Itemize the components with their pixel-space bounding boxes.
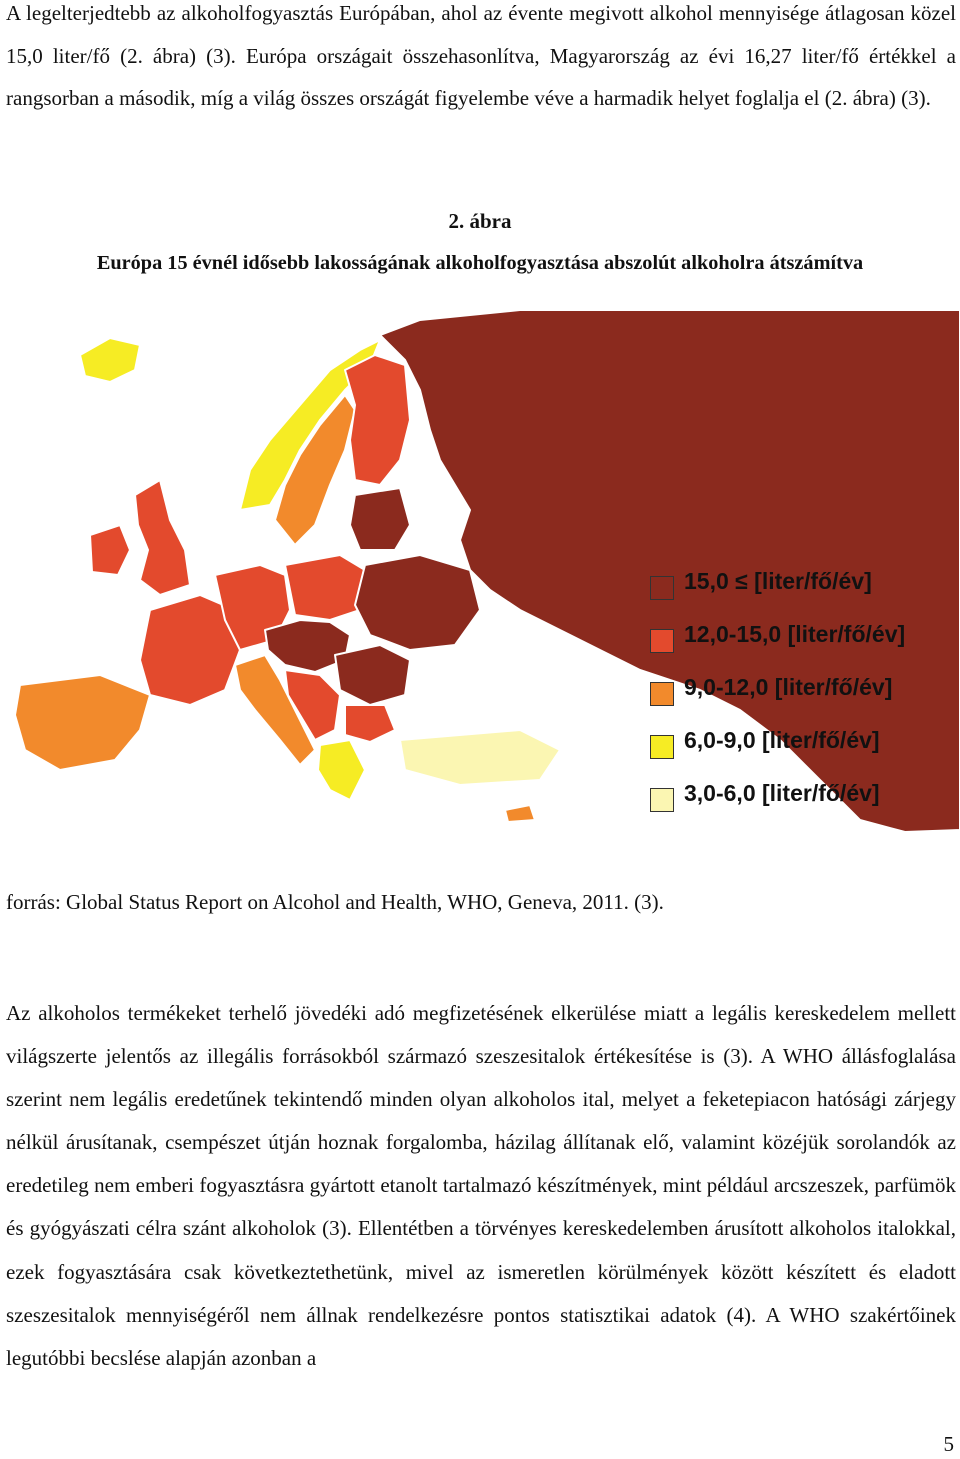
- page-number: 5: [943, 1432, 954, 1456]
- legend-swatch: [650, 682, 674, 706]
- region-ireland: [90, 525, 130, 575]
- region-cyprus: [505, 805, 535, 822]
- legend-item: [650, 566, 960, 606]
- region-ukraine: [355, 555, 480, 650]
- region-bulgaria: [345, 705, 395, 742]
- region-romania: [335, 645, 410, 705]
- figure-number: 2. ábra: [448, 209, 512, 233]
- region-iberia: [15, 675, 150, 770]
- legend-item: [650, 672, 960, 712]
- legend-label: 6,0-9,0 [liter/fő/év]: [684, 727, 880, 753]
- region-baltics: [350, 488, 410, 550]
- legend-label: 15,0 ≤ [liter/fő/év]: [684, 568, 872, 594]
- body-paragraph: Az alkoholos termékeket terhelő jövedéki adó megfizetésének elkerülése miatt a legális kereskedelem mellett világszerte jelentős az illegális forrásokból származó szeszesitalok értékesítése is (3). A WHO állásfoglalása szerint nem legális eredetűnek tekintendő minden olyan alkoholos ital, melyet a feketepiacon hatósági zárjegy nélkül árusítanak, csempészet útján hoznak forgalomba, házilag állítanak elő, valamint közéjük sorolandók az eredetileg nem emberi fogyasztásra gyártott etanolt tartalmazó készítmények, mint például arcszeszek, parfümök és gyógyászati célra szánt alkoholok (3). Ellentétben a törvényes kereskedelemben árusított alkoholos italokkal, ezek fogyasztására csak következtethetünk, mivel az ismeretlen körülmények között készített és eladott szeszesitalok mennyiségéről nem állnak rendelkezésre pontos statisztikai adatok (4). A WHO szakértőinek legutóbbi becslése alapján azonban a: [6, 1001, 956, 1370]
- legend-label: 3,0-6,0 [liter/fő/év]: [684, 780, 880, 806]
- region-poland: [285, 555, 365, 620]
- region-iceland: [80, 338, 140, 382]
- legend-label: 9,0-12,0 [liter/fő/év]: [684, 674, 893, 700]
- figure-source: forrás: Global Status Report on Alcohol and Health, WHO, Geneva, 2011. (3).: [6, 890, 664, 914]
- legend-label: 12,0-15,0 [liter/fő/év]: [684, 621, 906, 647]
- legend-swatch: [650, 629, 674, 653]
- legend-item: [650, 778, 960, 818]
- region-finland: [345, 355, 410, 485]
- legend-item: [650, 619, 960, 659]
- region-greece: [318, 740, 365, 800]
- figure-title: Európa 15 évnél idősebb lakosságának alkoholfogyasztása abszolút alkoholra átszámítva: [96, 252, 864, 274]
- legend-swatch: [650, 735, 674, 759]
- legend-swatch: [650, 788, 674, 812]
- region-gb: [135, 480, 190, 595]
- intro-paragraph: A legelterjedtebb az alkoholfogyasztás Európában, ahol az évente megivott alkohol mennyisége átlagosan közel 15,0 liter/fő (2. ábra) (3). Európa országait összehasonlítva, Magyarország az évi 16,27 liter/fő értékkel a rangsorban a második, míg a világ összes országát figyelembe véve a harmadik helyet foglalja el (2. ábra) (3).: [6, 1, 956, 110]
- legend-item: [650, 725, 960, 765]
- legend-swatch: [650, 576, 674, 600]
- region-turkey: [400, 730, 560, 785]
